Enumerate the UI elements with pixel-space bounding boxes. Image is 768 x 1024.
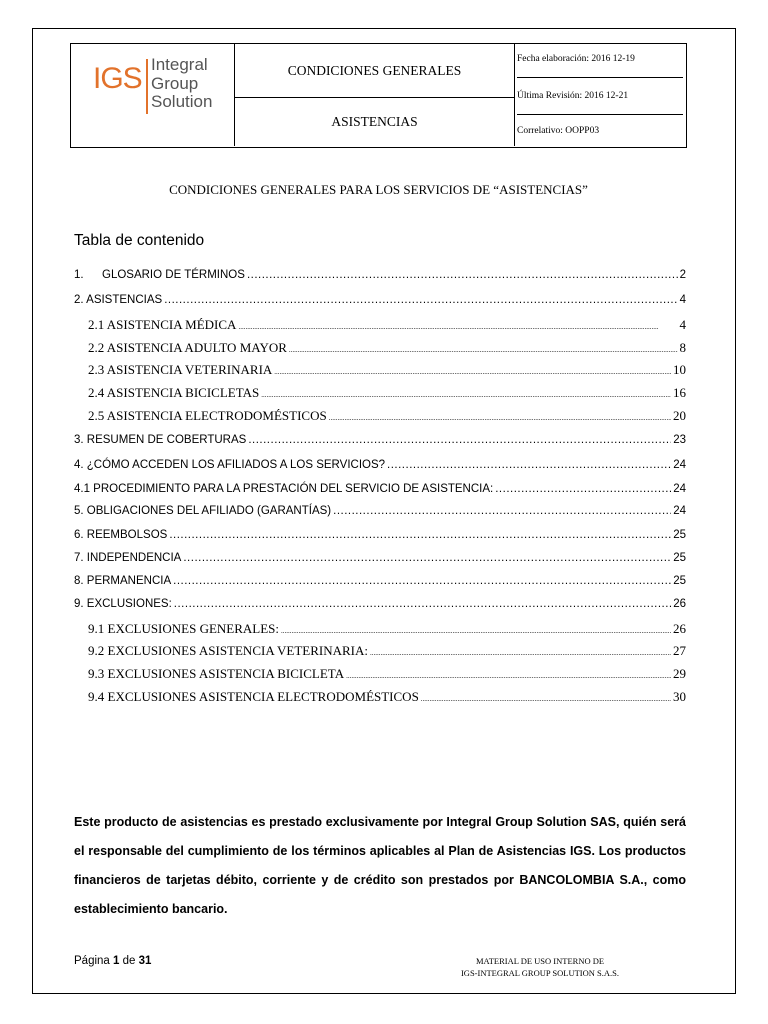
title-cell bbox=[235, 44, 515, 146]
toc-label: 5. OBLIGACIONES DEL AFILIADO (GARANTÍAS) bbox=[74, 505, 332, 517]
toc-label: 3. RESUMEN DE COBERTURAS bbox=[74, 434, 247, 446]
toc-leader bbox=[173, 575, 671, 587]
toc-leader bbox=[421, 689, 671, 705]
toc-entry[interactable] bbox=[74, 621, 686, 637]
logo-line: Solution bbox=[151, 92, 213, 111]
toc-entry[interactable] bbox=[74, 294, 686, 306]
toc-page: 2 bbox=[679, 269, 686, 281]
logo-line: Integral bbox=[151, 55, 208, 74]
toc-leader bbox=[274, 362, 671, 378]
toc-label: 2.1 ASISTENCIA MÉDICA bbox=[88, 317, 237, 332]
toc-page: 23 bbox=[673, 434, 686, 446]
page-word: Página bbox=[74, 955, 110, 967]
toc-entry[interactable] bbox=[74, 385, 686, 401]
toc-label: 8. PERMANENCIA bbox=[74, 575, 172, 587]
toc-label: 9.1 EXCLUSIONES GENERALES: bbox=[88, 621, 280, 636]
divider bbox=[517, 114, 683, 115]
toc-leader bbox=[238, 317, 677, 333]
toc-entry[interactable] bbox=[74, 459, 686, 471]
toc-label: 7. INDEPENDENCIA bbox=[74, 552, 182, 564]
toc-label: 9. EXCLUSIONES: bbox=[74, 598, 172, 610]
toc-page: 26 bbox=[673, 621, 686, 636]
toc-page: 25 bbox=[673, 529, 686, 541]
toc-page: 24 bbox=[673, 505, 686, 517]
footer-line: IGS-INTEGRAL GROUP SOLUTION S.A.S. bbox=[460, 968, 620, 978]
toc-entry[interactable] bbox=[74, 483, 686, 495]
toc-entry[interactable] bbox=[74, 689, 686, 705]
toc-label: 4.1 PROCEDIMIENTO PARA LA PRESTACIÓN DEL SERVICIO DE ASISTENCIA: bbox=[74, 483, 494, 495]
footer-line: MATERIAL DE USO INTERNO DE bbox=[475, 956, 605, 966]
toc-page: 8 bbox=[679, 340, 686, 355]
toc-entry[interactable] bbox=[74, 552, 686, 564]
toc-page: 25 bbox=[673, 552, 686, 564]
toc-label: GLOSARIO DE TÉRMINOS bbox=[102, 269, 245, 281]
toc-page: 24 bbox=[673, 459, 686, 471]
toc-label: 9.3 EXCLUSIONES ASISTENCIA BICICLETA bbox=[88, 666, 345, 681]
toc-leader bbox=[329, 408, 671, 424]
page-of: de bbox=[122, 955, 136, 967]
toc-leader bbox=[183, 552, 671, 564]
page-current: 1 bbox=[113, 955, 120, 967]
toc-leader bbox=[281, 621, 671, 637]
toc-label: 2. ASISTENCIAS bbox=[74, 294, 163, 306]
toc-page: 26 bbox=[673, 598, 686, 610]
toc-page: 16 bbox=[673, 385, 686, 400]
company-logo-text bbox=[151, 56, 212, 112]
toc-leader bbox=[346, 666, 671, 682]
header-table bbox=[70, 43, 687, 148]
toc-entry[interactable] bbox=[74, 643, 686, 659]
ultima-revision: Última Revisión: 2016 12-21 bbox=[517, 91, 629, 101]
footer-notice bbox=[420, 955, 660, 979]
header-title: CONDICIONES GENERALES bbox=[235, 44, 514, 98]
toc-label: 2.3 ASISTENCIA VETERINARIA bbox=[88, 362, 273, 377]
page-number bbox=[74, 955, 151, 967]
toc-entry[interactable] bbox=[74, 575, 686, 587]
toc-label: 6. REEMBOLSOS bbox=[74, 529, 168, 541]
toc-page: 24 bbox=[673, 483, 686, 495]
toc-leader bbox=[370, 643, 671, 659]
logo-divider bbox=[146, 59, 148, 114]
toc-number: 1. bbox=[74, 269, 84, 281]
meta-cell bbox=[515, 44, 685, 146]
toc-entry[interactable] bbox=[74, 529, 686, 541]
header-subtitle: ASISTENCIAS bbox=[331, 114, 418, 129]
toc-entry[interactable] bbox=[74, 340, 686, 356]
toc-entry[interactable] bbox=[74, 362, 686, 378]
toc-heading: Tabla de contenido bbox=[74, 232, 205, 249]
toc-leader bbox=[387, 459, 671, 471]
toc-label: 2.4 ASISTENCIA BICICLETAS bbox=[88, 385, 260, 400]
toc-page: 10 bbox=[673, 362, 686, 377]
toc-page: 30 bbox=[673, 689, 686, 704]
toc-page: 4 bbox=[679, 294, 686, 306]
toc-label: 4. ¿CÓMO ACCEDEN LOS AFILIADOS A LOS SERVICIOS? bbox=[74, 459, 386, 471]
toc-entry[interactable] bbox=[74, 434, 686, 446]
logo-cell bbox=[71, 44, 235, 146]
toc-page: 25 bbox=[673, 575, 686, 587]
toc-entry[interactable] bbox=[74, 408, 686, 424]
toc-page: 29 bbox=[673, 666, 686, 681]
toc-entry[interactable] bbox=[74, 598, 686, 610]
logo-line: Group bbox=[151, 73, 199, 93]
body-paragraph: Este producto de asistencias es prestado exclusivamente por Integral Group Solution SAS, quién será el responsable del cumplimiento de los términos aplicables al Plan de Asistencias IGS. Los productos financieros de tarjetas débito, corriente y de crédito son prestados por BANCOLOMBIA S.A., como establecimiento bancario. bbox=[74, 815, 686, 916]
toc-label: 2.5 ASISTENCIA ELECTRODOMÉSTICOS bbox=[88, 408, 327, 423]
toc-entry[interactable] bbox=[74, 666, 686, 682]
toc-page: 27 bbox=[673, 643, 686, 658]
divider bbox=[517, 77, 683, 78]
toc-leader bbox=[164, 294, 677, 306]
document-title: CONDICIONES GENERALES PARA LOS SERVICIOS DE “ASISTENCIAS” bbox=[169, 182, 588, 197]
toc-leader bbox=[247, 269, 678, 281]
toc-leader bbox=[289, 340, 678, 356]
toc-label: 9.2 EXCLUSIONES ASISTENCIA VETERINARIA: bbox=[88, 643, 368, 658]
correlativo: Correlativo: OOPP03 bbox=[517, 126, 600, 136]
toc-leader bbox=[261, 385, 671, 401]
toc-entry[interactable] bbox=[74, 317, 686, 333]
toc-leader bbox=[174, 598, 671, 610]
toc-label: 9.4 EXCLUSIONES ASISTENCIA ELECTRODOMÉSTICOS bbox=[88, 689, 419, 704]
toc-entry[interactable] bbox=[74, 505, 686, 517]
toc-leader bbox=[495, 483, 671, 495]
toc-leader bbox=[333, 505, 671, 517]
toc-page: 4 bbox=[679, 317, 686, 332]
page-total: 31 bbox=[138, 955, 152, 967]
fecha-elaboracion: Fecha elaboración: 2016 12-19 bbox=[517, 54, 635, 64]
toc-entry[interactable] bbox=[74, 269, 686, 281]
company-logo-mark: IGS bbox=[93, 62, 142, 95]
toc-leader bbox=[169, 529, 671, 541]
toc-leader bbox=[248, 434, 671, 446]
toc-label: 2.2 ASISTENCIA ADULTO MAYOR bbox=[88, 340, 287, 355]
toc-page: 20 bbox=[673, 408, 686, 423]
